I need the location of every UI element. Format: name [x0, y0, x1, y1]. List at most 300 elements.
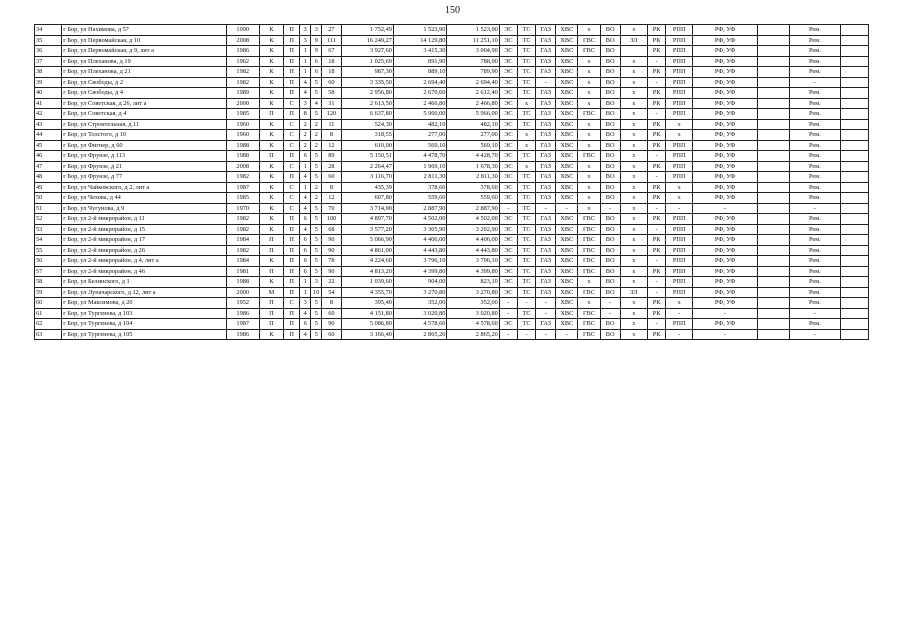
table-cell: Рем.: [790, 182, 840, 193]
table-cell: 38: [35, 67, 62, 78]
table-cell: 35: [35, 35, 62, 46]
table-cell: х: [620, 88, 647, 99]
table-cell: ЭС: [499, 77, 517, 88]
table-cell: ТС: [517, 266, 535, 277]
table-cell: ТС: [517, 119, 535, 130]
table-cell: х: [620, 119, 647, 130]
table-cell: ХВС: [556, 182, 578, 193]
table-cell: К: [259, 98, 283, 109]
table-cell: г Бор, ул Тургенева, д 103: [62, 308, 226, 319]
table-cell: 2 612,40: [447, 88, 499, 99]
table-cell: ГАЗ: [536, 25, 556, 36]
table-cell: ВО: [600, 119, 620, 130]
table-cell: г Бор, ул Толстого, д 10: [62, 130, 226, 141]
table-cell: 1960: [226, 130, 259, 141]
table-cell: 3 202,90: [447, 224, 499, 235]
table-cell: П: [284, 172, 300, 183]
table-cell: г Бор, ул Чайковского, д 2, лит а: [62, 182, 226, 193]
table-cell: К: [259, 277, 283, 288]
table-cell: ЭС: [499, 119, 517, 130]
table-cell: г Бор, ул Советская, д 26, лит а: [62, 98, 226, 109]
table-cell: П: [259, 308, 283, 319]
table-cell: 6: [311, 56, 322, 67]
table-cell: 1: [300, 46, 311, 57]
table-cell: 607,80: [341, 193, 393, 204]
table-cell: [757, 151, 789, 162]
table-cell: -: [790, 203, 840, 214]
table-cell: П: [284, 235, 300, 246]
table-cell: х: [620, 245, 647, 256]
table-cell: 2: [300, 119, 311, 130]
table-cell: 1985: [226, 109, 259, 120]
table-cell: г Бор, ул Плеханова, д 21: [62, 67, 226, 78]
table-cell: х: [620, 172, 647, 183]
table-cell: [840, 319, 868, 330]
table-cell: ЭС: [499, 287, 517, 298]
table-cell: 1987: [226, 319, 259, 330]
table-cell: К: [259, 35, 283, 46]
table-cell: РПП: [666, 235, 693, 246]
table-cell: 1990: [226, 25, 259, 36]
table-cell: х: [620, 67, 647, 78]
table-cell: 90: [322, 319, 341, 330]
table-cell: РК: [647, 214, 665, 225]
table-cell: 5: [311, 88, 322, 99]
table-row: [35, 25, 869, 36]
table-cell: 5: [311, 298, 322, 309]
table-cell: 5 066,90: [341, 235, 393, 246]
table-cell: [840, 46, 868, 57]
table-cell: ЭС: [499, 277, 517, 288]
table-cell: 5: [311, 161, 322, 172]
table-cell: ЭС: [499, 151, 517, 162]
table-cell: 2: [311, 130, 322, 141]
table-cell: г Бор, ул Свободы, д 2: [62, 77, 226, 88]
table-cell: х: [578, 119, 600, 130]
table-cell: х: [620, 130, 647, 141]
table-cell: 569,10: [393, 140, 446, 151]
table-cell: 78: [322, 256, 341, 267]
table-cell: 610,00: [341, 140, 393, 151]
table-cell: ТС: [517, 109, 535, 120]
table-cell: 277,00: [393, 130, 446, 141]
table-cell: -: [666, 329, 693, 340]
table-cell: х: [578, 182, 600, 193]
table-cell: 2: [300, 140, 311, 151]
table-cell: [840, 329, 868, 340]
table-cell: ЭС: [499, 182, 517, 193]
table-cell: ГВС: [578, 287, 600, 298]
table-cell: 352,00: [447, 298, 499, 309]
table-cell: ГВС: [578, 214, 600, 225]
table-cell: х: [666, 182, 693, 193]
table-cell: 1982: [226, 172, 259, 183]
table-row: [35, 319, 869, 330]
table-cell: [840, 224, 868, 235]
table-cell: ЭС: [499, 235, 517, 246]
table-cell: 4 502,00: [393, 214, 446, 225]
table-cell: 5 086,80: [341, 319, 393, 330]
table-cell: К: [259, 140, 283, 151]
table-cell: [757, 56, 789, 67]
table-cell: 1: [300, 287, 311, 298]
table-cell: ХВС: [556, 266, 578, 277]
table-cell: РПП: [666, 35, 693, 46]
table-cell: [840, 67, 868, 78]
table-cell: ЭС: [499, 224, 517, 235]
table-cell: 4: [311, 98, 322, 109]
table-cell: х: [620, 329, 647, 340]
table-cell: х: [620, 25, 647, 36]
table-cell: ГВС: [578, 109, 600, 120]
table-cell: ГАЗ: [536, 151, 556, 162]
table-cell: ХВС: [556, 224, 578, 235]
table-cell: г Бор, ул Чехова, д 44: [62, 193, 226, 204]
table-cell: ХВС: [556, 35, 578, 46]
table-cell: [840, 109, 868, 120]
table-cell: ВО: [600, 256, 620, 267]
table-cell: РФ, УФ: [693, 119, 758, 130]
table-cell: 4 443,80: [447, 245, 499, 256]
table-cell: 90: [322, 245, 341, 256]
table-cell: 3 305,90: [393, 224, 446, 235]
table-cell: [757, 119, 789, 130]
table-cell: РПП: [666, 245, 693, 256]
table-cell: РК: [647, 35, 665, 46]
table-cell: [757, 298, 789, 309]
table-cell: х: [517, 161, 535, 172]
table-cell: 9: [311, 46, 322, 57]
table-cell: -: [693, 203, 758, 214]
table-cell: 55: [35, 245, 62, 256]
table-cell: ГВС: [578, 329, 600, 340]
table-cell: П: [284, 56, 300, 67]
table-cell: г Бор, ул 2-й микрорайон, д 4, лит а: [62, 256, 226, 267]
table-cell: 4 224,60: [341, 256, 393, 267]
table-cell: П: [284, 329, 300, 340]
table-cell: Рем.: [790, 25, 840, 36]
table-cell: 395,40: [341, 298, 393, 309]
table-cell: ГАЗ: [536, 287, 556, 298]
table-cell: 3: [311, 25, 322, 36]
table-cell: П: [284, 287, 300, 298]
table-cell: х: [620, 140, 647, 151]
table-cell: ТС: [517, 46, 535, 57]
table-cell: 41: [35, 98, 62, 109]
table-cell: Рем.: [790, 287, 840, 298]
table-cell: 4 861,00: [341, 245, 393, 256]
table-cell: -: [600, 203, 620, 214]
table-cell: П: [259, 235, 283, 246]
table-cell: РФ, УФ: [693, 35, 758, 46]
table-cell: 1982: [226, 224, 259, 235]
table-cell: Рем.: [790, 245, 840, 256]
table-cell: х: [620, 203, 647, 214]
table-cell: Рем.: [790, 109, 840, 120]
table-cell: 378,60: [447, 182, 499, 193]
table-cell: -: [647, 151, 665, 162]
table-cell: 11 251,10: [447, 35, 499, 46]
table-cell: ХВС: [556, 298, 578, 309]
table-cell: [620, 46, 647, 57]
table-cell: [840, 172, 868, 183]
table-cell: 1988: [226, 140, 259, 151]
table-cell: ГАЗ: [536, 140, 556, 151]
table-cell: 60: [322, 172, 341, 183]
table-cell: 68: [322, 224, 341, 235]
table-cell: К: [259, 193, 283, 204]
table-cell: ХВС: [556, 77, 578, 88]
table-cell: [840, 245, 868, 256]
table-row: [35, 77, 869, 88]
table-cell: 18: [322, 56, 341, 67]
table-cell: Рем.: [790, 161, 840, 172]
table-cell: ТС: [517, 56, 535, 67]
table-cell: 3: [300, 298, 311, 309]
table-cell: 987,30: [341, 67, 393, 78]
table-cell: 4 478,70: [393, 151, 446, 162]
table-cell: 4: [300, 172, 311, 183]
table-row: [35, 214, 869, 225]
table-cell: 8: [300, 109, 311, 120]
table-cell: ХВС: [556, 245, 578, 256]
table-cell: ГАЗ: [536, 193, 556, 204]
table-cell: ХВС: [556, 308, 578, 319]
table-cell: 4 578,60: [393, 319, 446, 330]
table-cell: ГАЗ: [536, 224, 556, 235]
table-cell: 39: [35, 77, 62, 88]
table-cell: 4 355,70: [341, 287, 393, 298]
table-cell: 789,90: [447, 67, 499, 78]
table-cell: Рем.: [790, 119, 840, 130]
table-cell: 2: [300, 130, 311, 141]
table-cell: 8: [322, 298, 341, 309]
table-cell: [757, 35, 789, 46]
table-cell: ВО: [600, 245, 620, 256]
table-cell: 44: [35, 130, 62, 141]
table-cell: 2 811,30: [447, 172, 499, 183]
table-cell: х: [578, 161, 600, 172]
table-cell: 5: [311, 172, 322, 183]
table-cell: 6: [300, 319, 311, 330]
table-cell: 3 796,10: [447, 256, 499, 267]
table-cell: 5: [311, 203, 322, 214]
table-cell: ВО: [600, 224, 620, 235]
table-cell: 5: [311, 245, 322, 256]
table-cell: 4 813,20: [341, 266, 393, 277]
table-cell: Рем.: [790, 214, 840, 225]
table-cell: 277,00: [447, 130, 499, 141]
table-cell: 2 466,80: [447, 98, 499, 109]
table-cell: 56: [35, 256, 62, 267]
table-cell: К: [259, 329, 283, 340]
table-cell: П: [284, 256, 300, 267]
table-cell: 524,30: [341, 119, 393, 130]
table-cell: ХВС: [556, 319, 578, 330]
table-cell: С: [284, 203, 300, 214]
table-cell: 4 406,00: [447, 235, 499, 246]
table-cell: 60: [322, 308, 341, 319]
table-cell: 50: [35, 193, 62, 204]
table-cell: РПП: [666, 151, 693, 162]
table-cell: ЭС: [499, 214, 517, 225]
table-cell: ВО: [600, 277, 620, 288]
table-cell: ХВС: [556, 88, 578, 99]
table-cell: [757, 109, 789, 120]
table-cell: х: [517, 130, 535, 141]
table-cell: [757, 224, 789, 235]
table-cell: С: [284, 130, 300, 141]
table-cell: ХВС: [556, 46, 578, 57]
table-cell: РФ, УФ: [693, 56, 758, 67]
table-row: [35, 224, 869, 235]
table-row: [35, 329, 869, 340]
table-cell: [757, 308, 789, 319]
table-cell: 2 811,30: [393, 172, 446, 183]
table-cell: РФ, УФ: [693, 130, 758, 141]
table-cell: -: [600, 298, 620, 309]
table-cell: г Бор, ул Луначарского, д 12, лит а: [62, 287, 226, 298]
table-cell: 2 865,20: [393, 329, 446, 340]
table-cell: П: [284, 88, 300, 99]
table-cell: ТС: [517, 193, 535, 204]
table-cell: -: [647, 203, 665, 214]
table-cell: -: [647, 172, 665, 183]
table-cell: РПП: [666, 256, 693, 267]
table-row: [35, 161, 869, 172]
table-cell: 6: [300, 245, 311, 256]
table-cell: ЭС: [499, 193, 517, 204]
table-cell: 904,00: [393, 277, 446, 288]
table-cell: г Бор, ул Свободы, д 4: [62, 88, 226, 99]
table-cell: ВО: [600, 46, 620, 57]
table-cell: 2 956,80: [341, 88, 393, 99]
table-cell: х: [620, 319, 647, 330]
table-cell: РФ, УФ: [693, 214, 758, 225]
table-cell: РФ, УФ: [693, 182, 758, 193]
table-cell: К: [259, 256, 283, 267]
table-cell: 3 020,80: [393, 308, 446, 319]
table-cell: П: [259, 298, 283, 309]
table-cell: -: [536, 308, 556, 319]
table-cell: [757, 88, 789, 99]
table-row: [35, 245, 869, 256]
table-cell: 2: [311, 119, 322, 130]
table-cell: ХВС: [556, 151, 578, 162]
table-cell: 3: [300, 35, 311, 46]
table-row: [35, 67, 869, 78]
table-cell: х: [620, 56, 647, 67]
table-cell: х: [578, 77, 600, 88]
table-cell: г Бор, ул Первомайская, д 10: [62, 35, 226, 46]
table-cell: РПП: [666, 319, 693, 330]
table-cell: РФ, УФ: [693, 98, 758, 109]
table-row: [35, 287, 869, 298]
table-row: [35, 193, 869, 204]
table-cell: х: [578, 56, 600, 67]
table-cell: ГАЗ: [536, 319, 556, 330]
table-cell: [840, 277, 868, 288]
table-cell: 120: [322, 109, 341, 120]
table-cell: С: [284, 161, 300, 172]
table-cell: [840, 25, 868, 36]
table-cell: ВО: [600, 130, 620, 141]
table-cell: [757, 329, 789, 340]
table-cell: 5: [311, 235, 322, 246]
table-cell: 1982: [226, 245, 259, 256]
table-cell: 1 039,60: [341, 277, 393, 288]
table-cell: 4: [300, 77, 311, 88]
table-cell: 36: [35, 46, 62, 57]
table-cell: х: [578, 193, 600, 204]
table-cell: [757, 235, 789, 246]
table-cell: РК: [647, 235, 665, 246]
table-cell: ГАЗ: [536, 256, 556, 267]
table-cell: г Бор, ул 2-й микрорайон, д 11: [62, 214, 226, 225]
table-cell: -: [647, 256, 665, 267]
table-cell: П: [284, 77, 300, 88]
table-cell: 1988: [226, 151, 259, 162]
table-cell: ЭС: [499, 140, 517, 151]
table-row: [35, 151, 869, 162]
table-cell: Рем.: [790, 256, 840, 267]
table-cell: Рем.: [790, 172, 840, 183]
table-cell: 5: [311, 308, 322, 319]
table-cell: -: [536, 77, 556, 88]
table-cell: 60: [322, 329, 341, 340]
table-cell: ГВС: [578, 256, 600, 267]
table-cell: РФ, УФ: [693, 224, 758, 235]
table-cell: х: [666, 298, 693, 309]
table-cell: 1989: [226, 88, 259, 99]
table-cell: 2 694,40: [447, 77, 499, 88]
table-cell: 1984: [226, 235, 259, 246]
table-cell: 5: [311, 266, 322, 277]
table-cell: К: [259, 203, 283, 214]
table-cell: К: [259, 25, 283, 36]
table-cell: [757, 172, 789, 183]
table-cell: ГАЗ: [536, 88, 556, 99]
table-cell: К: [259, 182, 283, 193]
table-cell: [840, 214, 868, 225]
housing-register-table: [34, 24, 869, 340]
table-cell: 2 466,80: [393, 98, 446, 109]
table-cell: х: [620, 277, 647, 288]
table-cell: г Бор, ул 2-й микрорайон, д 26: [62, 245, 226, 256]
table-cell: 16 249,27: [341, 35, 393, 46]
table-cell: 3 004,90: [447, 46, 499, 57]
table-cell: [840, 88, 868, 99]
table-cell: х: [517, 98, 535, 109]
table-cell: 6: [300, 235, 311, 246]
table-cell: 59: [35, 287, 62, 298]
table-cell: ТС: [517, 214, 535, 225]
table-cell: 90: [322, 266, 341, 277]
table-cell: 4: [300, 88, 311, 99]
table-cell: С: [284, 193, 300, 204]
table-cell: 4 406,00: [393, 235, 446, 246]
table-cell: ХВС: [556, 56, 578, 67]
table-row: [35, 88, 869, 99]
table-cell: ТС: [517, 172, 535, 183]
table-cell: 4: [300, 193, 311, 204]
table-cell: ВО: [600, 172, 620, 183]
table-cell: РФ, УФ: [693, 46, 758, 57]
table-cell: П: [284, 224, 300, 235]
table-cell: ХВС: [556, 109, 578, 120]
table-cell: ЭС: [499, 35, 517, 46]
table-cell: С: [284, 140, 300, 151]
